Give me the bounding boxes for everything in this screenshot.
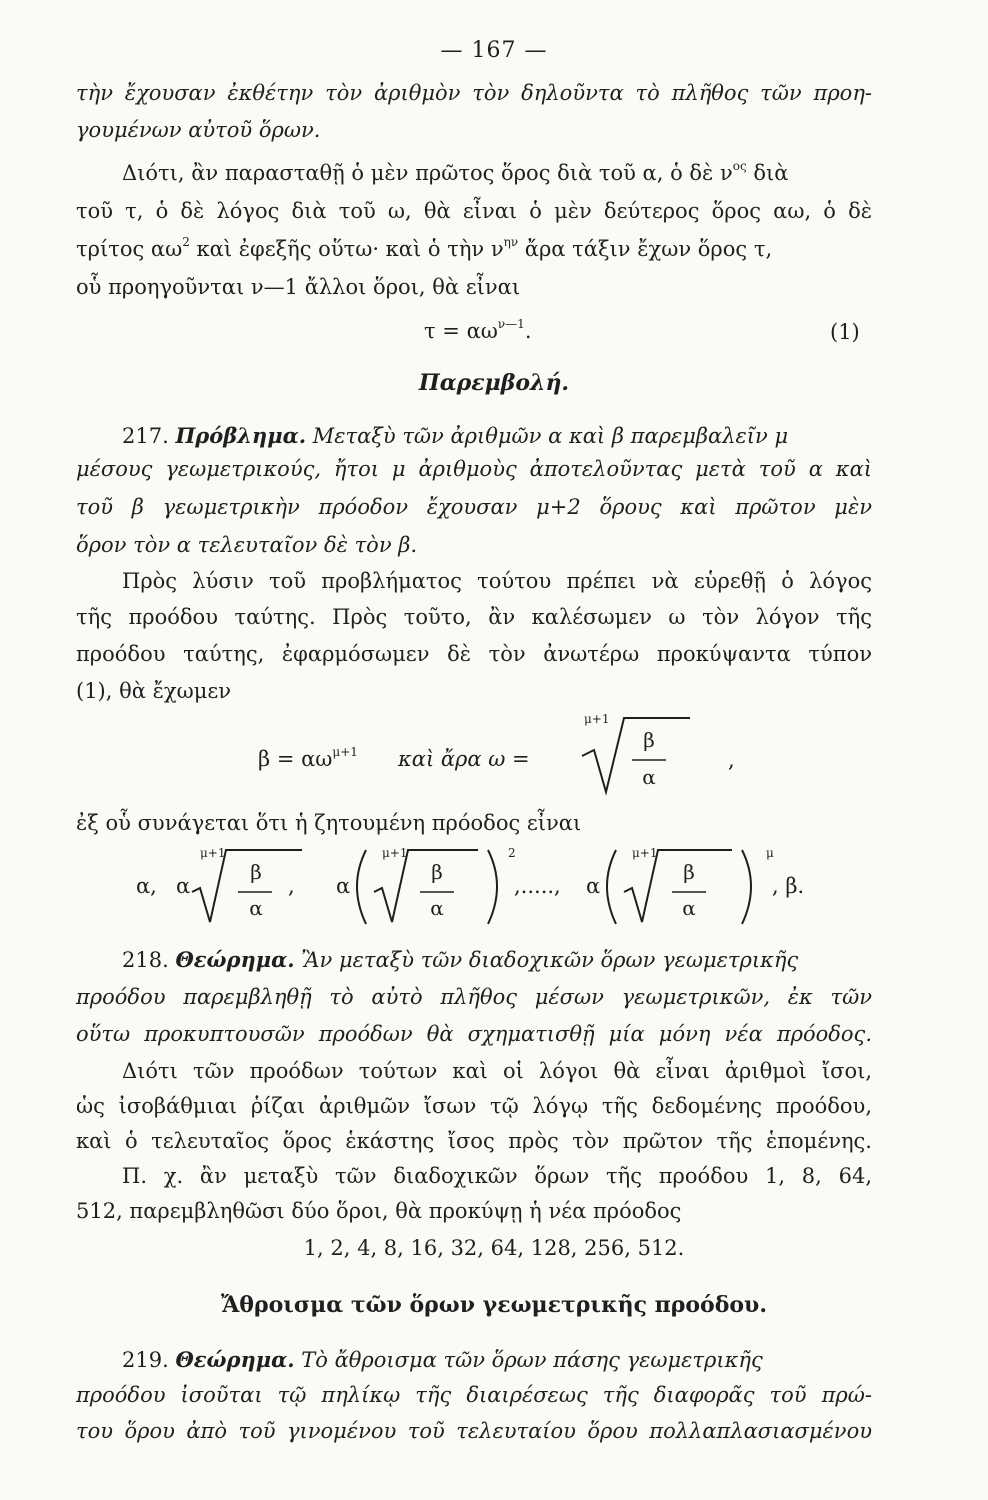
text-line: (1), θὰ ἔχωμεν [76, 679, 232, 703]
sequence-comma: , [288, 874, 295, 898]
text-line: προόδου ἰσοῦται τῷ πηλίκῳ τῆς διαιρέσεως τῆς διαφορᾶς τοῦ πρώ- [76, 1383, 872, 1407]
text-line [122, 1344, 872, 1376]
text-line [122, 944, 872, 976]
paragraph-title: Θεώρημα. [175, 947, 295, 972]
formula-text: β = αω [258, 747, 333, 771]
fraction-numerator: β [683, 860, 695, 884]
text-line: ὅρον τὸν α τελευταῖον δὲ τὸν β. [76, 533, 418, 557]
text-line: καὶ ὁ τελευταῖος ὅρος ἑκάστης ἴσος πρὸς τὸν πρῶτον τῆς ἑπομένης. [76, 1129, 872, 1153]
sequence-coefficient: α [176, 874, 191, 898]
text-line: μέσους γεωμετρικούς, ἤτοι μ ἀριθμοὺς ἀποτελοῦντας μετὰ τοῦ α καὶ [76, 457, 872, 481]
root-index: μ+1 [632, 846, 658, 860]
text-line: οὕτω προκυπτουσῶν προόδων θὰ σχηματισθῇ μία μόνη νέα πρόοδος. [76, 1022, 872, 1046]
text-line: τοῦ β γεωμετρικὴν πρόοδον ἔχουσαν μ+2 ὅρους καὶ πρῶτον μὲν [76, 495, 872, 519]
text-line: τοῦ τ, ὁ δὲ λόγος διὰ τοῦ ω, θὰ εἶναι ὁ μὲν δεύτερος ὅρος αω, ὁ δὲ [76, 199, 872, 223]
formula-2 [258, 745, 358, 773]
root-index: μ+1 [584, 712, 610, 726]
text-fragment: Μεταξὺ τῶν ἀριθμῶν α καὶ β παρεμβαλεῖν μ [312, 424, 789, 448]
sequence-coefficient: α [586, 874, 601, 898]
text-line: Πρὸς λύσιν τοῦ προβλήματος τούτου πρέπει νὰ εὑρεθῇ ὁ λόγος [122, 569, 872, 593]
sequence-term: α, [136, 874, 157, 898]
page-number: — 167 — [440, 38, 548, 63]
text-line: ἐξ οὗ συνάγεται ὅτι ἡ ζητουμένη πρόοδος εἶναι [76, 811, 582, 835]
sequence-ellipsis: ,....., [514, 874, 561, 898]
text-fragment: Ἂν μεταξὺ τῶν διαδοχικῶν ὅρων γεωμετρικῆς [301, 948, 799, 972]
fraction-numerator: β [431, 860, 443, 884]
text-line: τῆς προόδου ταύτης. Πρὸς τοῦτο, ἂν καλέσωμεν ω τὸν λόγον τῆς [76, 605, 872, 629]
sequence-term-squared [336, 842, 516, 928]
text-line: του ὅρου ἀπὸ τοῦ γινομένου τοῦ τελευταίου ὅρου πολλαπλασιασμένου [76, 1419, 872, 1443]
root-index: μ+1 [200, 846, 226, 860]
fraction-denominator: α [249, 896, 263, 920]
formula-1 [424, 317, 532, 345]
exponent: 2 [508, 846, 516, 860]
text-line: προόδου ταύτης, ἐφαρμόσωμεν δὲ τὸν ἀνωτέρω προκύψαντα τύπον [76, 642, 872, 666]
text-fragment: Διότι, ἂν παρασταθῇ ὁ μὲν πρῶτος ὅρος διὰ τοῦ α, ὁ δὲ ν [122, 161, 733, 185]
section-heading: Ἄθροισμα τῶν ὅρων γεωμετρικῆς προόδου. [221, 1292, 767, 1318]
text-line: Διότι τῶν προόδων τούτων καὶ οἱ λόγοι θὰ εἶναι ἀριθμοὶ ἴσοι, [122, 1059, 872, 1083]
fraction-denominator: α [642, 765, 656, 789]
formula-exponent: μ+1 [332, 745, 358, 759]
text-fragment: διὰ [746, 161, 789, 185]
paragraph-number: 217. [122, 424, 169, 448]
formula-period: . [524, 319, 532, 343]
text-line: ὡς ἰσοβάθμιαι ῥίζαι ἀριθμῶν ἴσων τῷ λόγῳ τῆς δεδομένης προόδου, [76, 1094, 872, 1118]
text-line: 1, 2, 4, 8, 16, 32, 64, 128, 256, 512. [303, 1236, 685, 1260]
formula-exponent: ν—1 [497, 317, 525, 331]
text-line: οὗ προηγοῦνται ν—1 ἄλλοι ὅροι, θὰ εἶναι [76, 275, 521, 299]
text-line: τὴν ἔχουσαν ἐκθέτην τὸν ἀριθμὸν τὸν δηλοῦντα τὸ πλῆθος τῶν προη- [76, 81, 872, 105]
superscript: ην [503, 235, 519, 249]
text-fragment: τρίτος αω [76, 237, 183, 261]
text-line [122, 420, 872, 452]
text-fragment: Τὸ ἄθροισμα τῶν ὅρων πάσης γεωμετρικῆς [301, 1348, 763, 1372]
text-line [76, 234, 872, 265]
exponent: μ [766, 846, 774, 860]
text-line: προόδου παρεμβληθῇ τὸ αὐτὸ πλῆθος μέσων γεωμετρικῶν, ἐκ τῶν [76, 985, 872, 1009]
paragraph-number: 219. [122, 1348, 169, 1372]
text-line: 512, παρεμβληθῶσι δύο ὅροι, θὰ προκύψῃ ἡ νέα πρόοδος [76, 1199, 682, 1223]
sequence-term-root [176, 846, 312, 926]
formula-text: τ = αω [424, 319, 498, 343]
fraction-numerator: β [643, 728, 655, 752]
superscript: ος [732, 159, 747, 173]
fraction-denominator: α [682, 896, 696, 920]
paragraph-title: Θεώρημα. [175, 1347, 295, 1372]
text-line: γουμένων αὐτοῦ ὅρων. [76, 118, 321, 142]
section-heading: Παρεμβολή. [418, 370, 570, 396]
nth-root [574, 710, 704, 798]
text-line: Π. χ. ἂν μεταξὺ τῶν διαδοχικῶν ὅρων τῆς προόδου 1, 8, 64, [122, 1164, 872, 1188]
text-line [122, 158, 872, 189]
fraction-denominator: α [430, 896, 444, 920]
root-index: μ+1 [382, 846, 408, 860]
paragraph-title: Πρόβλημα. [175, 423, 307, 448]
sequence-end: , β. [772, 874, 805, 898]
paragraph-number: 218. [122, 948, 169, 972]
sequence-term-power [586, 842, 782, 928]
sequence-coefficient: α [336, 874, 351, 898]
formula-comma: , [728, 748, 735, 772]
formula-text: καὶ ἄρα ω = [398, 747, 530, 771]
equation-label: (1) [830, 320, 860, 344]
text-fragment: καὶ ἐφεξῆς οὕτω· καὶ ὁ τὴν ν [189, 237, 504, 261]
fraction-numerator: β [250, 860, 262, 884]
superscript: 2 [182, 235, 190, 249]
text-fragment: ἄρα τάξιν ἔχων ὅρος τ, [518, 237, 773, 261]
